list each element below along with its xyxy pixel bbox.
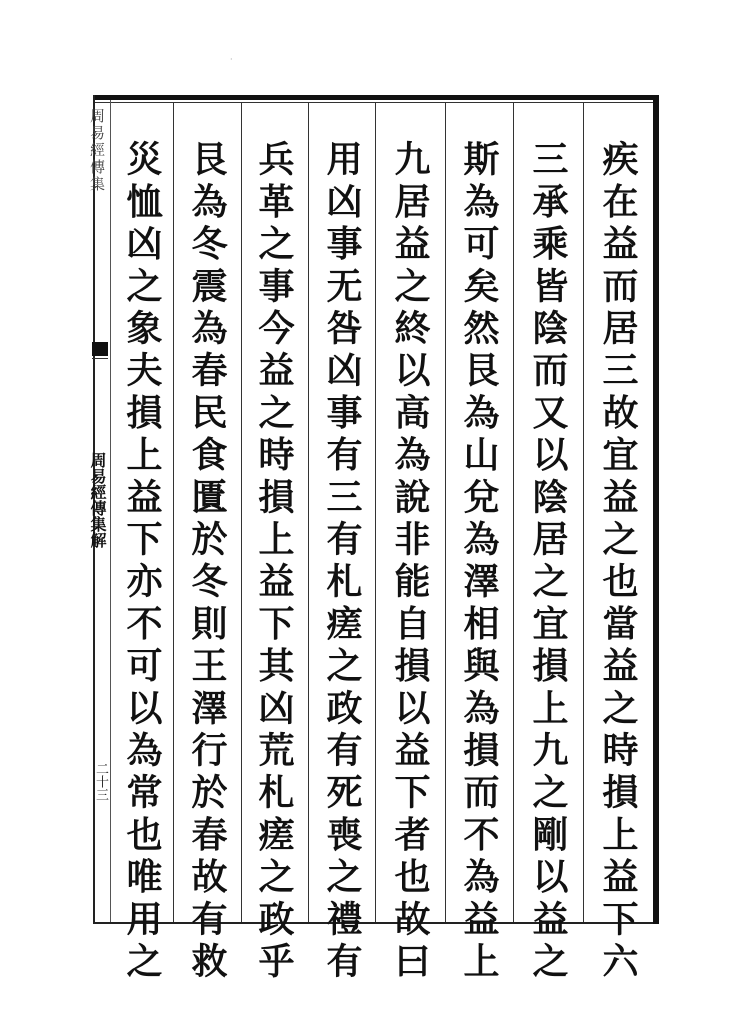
column-divider [308, 103, 309, 922]
column-divider [173, 103, 174, 922]
frame-top-thin-rule [93, 102, 659, 103]
text-column [455, 140, 503, 984]
fish-tail-rule [92, 358, 108, 359]
book-title: 周易經傳集解 [88, 452, 107, 548]
text-column [594, 140, 642, 984]
column-text: 九居益之終以高為說非能自損以益下者也故曰 [389, 140, 431, 984]
column-divider [583, 103, 584, 922]
column-divider [375, 103, 376, 922]
column-text: 艮為冬震為春民食匱於冬則王澤行於春故有救 [186, 140, 228, 984]
column-text: 災恤凶之象夫損上益下亦不可以為常也唯用之 [121, 140, 163, 984]
column-divider [513, 103, 514, 922]
text-column [386, 140, 434, 984]
frame-bottom-rule [93, 922, 659, 924]
column-text: 三承乘皆陰而又以陰居之宜損上九之剛以益之 [527, 140, 569, 984]
text-column [318, 140, 366, 984]
text-column [524, 140, 572, 984]
frame-top-rule [93, 95, 659, 100]
scan-speck: · [230, 55, 233, 64]
column-text: 斯為可矣然艮為山兌為澤相與為損而不為益上 [458, 140, 500, 984]
column-text: 兵革之事今益之時損上益下其凶荒札瘥之政乎 [253, 140, 295, 984]
fish-tail-mark [92, 342, 108, 356]
text-column [183, 140, 231, 984]
text-column [118, 140, 166, 984]
page-number: 二十三 [93, 762, 108, 801]
column-text: 用凶事无咎凶事有三有札瘥之政有死喪之禮有 [321, 140, 363, 984]
column-divider [241, 103, 242, 922]
column-divider [445, 103, 446, 922]
margin-column-rule [110, 100, 111, 922]
text-column [250, 140, 298, 984]
column-text: 疾在益而居三故宜益之也當益之時損上益下六 [597, 140, 639, 984]
frame-right-rule [653, 95, 659, 924]
margin-edge-text: 周易經傳集 [88, 108, 106, 193]
